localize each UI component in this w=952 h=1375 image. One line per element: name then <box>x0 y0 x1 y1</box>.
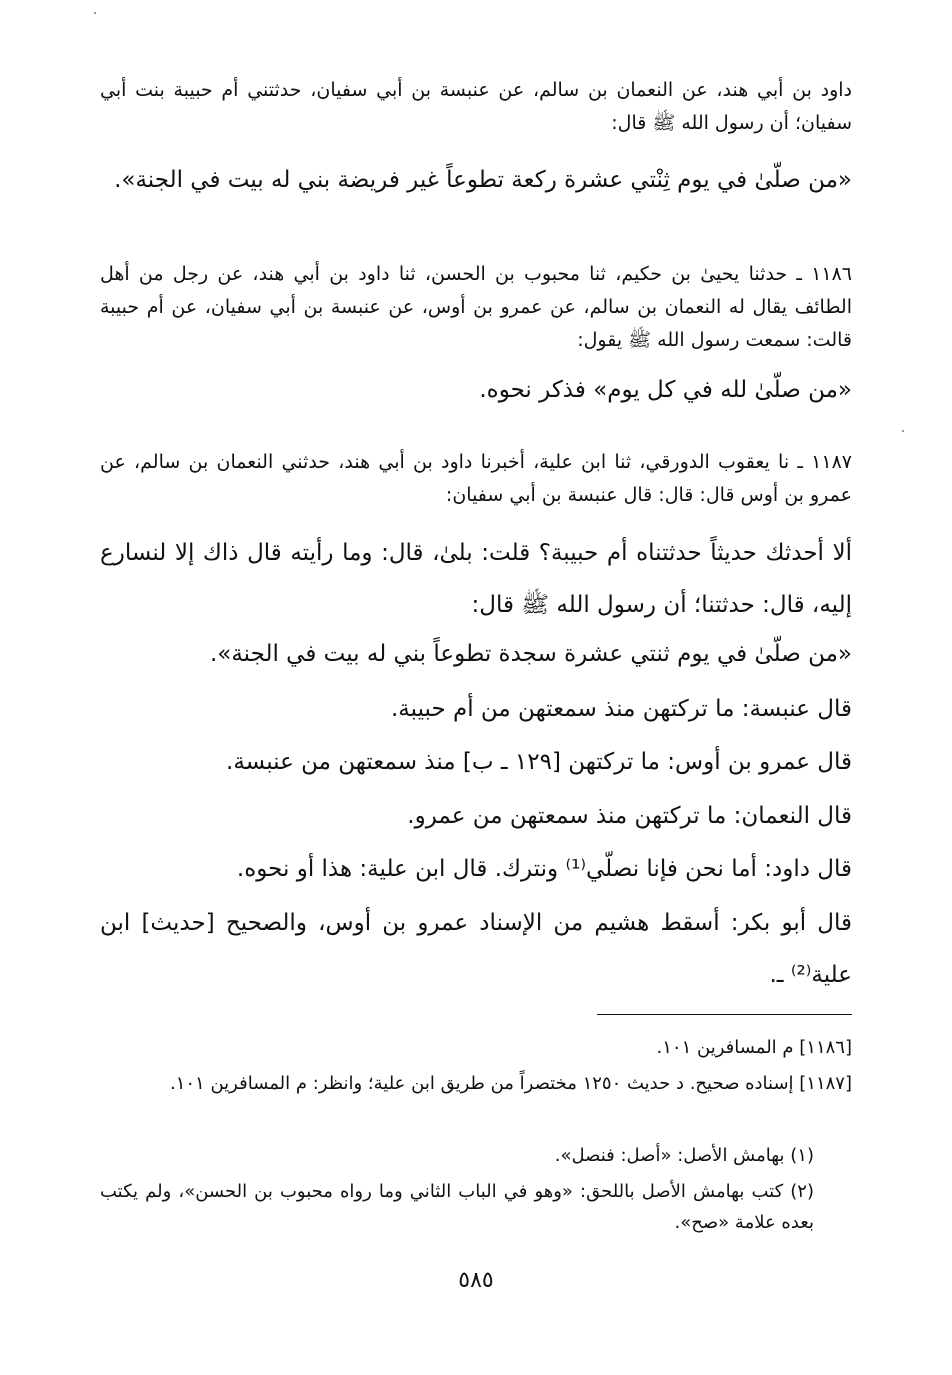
footnote-1186: [١١٨٦] م المسافرين ١٠١. <box>656 1037 852 1058</box>
scan-speck <box>902 430 904 432</box>
page-number: ٥٨٥ <box>458 1268 494 1293</box>
hadith-1187-narration: ألا أحدثك حديثاً حدثتناه أم حبيبة؟ قلت: بلىٰ، قال: وما رأيته قال ذاك إلا لنسارع إليه، قال: حدثتنا؛ أن رسول الله ﷺ قال: <box>100 540 852 618</box>
hadith-1187-isnad: ١١٨٧ ـ نا يعقوب الدورقي، ثنا ابن علية، أخبرنا داود بن أبي هند، حدثني النعمان بن سالم، عن عمرو بن أوس قال: قال: قال عنبسة بن أبي سفيان: <box>100 451 852 506</box>
paragraph-isnad-intro: داود بن أبي هند، عن النعمان بن سالم، عن عنبسة بن أبي سفيان، حدثتني أم حبيبة بنت أبي سفيان؛ أن رسول الله ﷺ قال: <box>100 79 852 134</box>
statement-dawud: قال داود: أما نحن فإنا نصلّي⁽¹⁾ ونترك. قال ابن علية: هذا أو نحوه. <box>236 856 852 882</box>
statement-abu-bakr: قال أبو بكر: أسقط هشيم من الإسناد عمرو بن أوس، والصحيح [حديث] ابن علية⁽²⁾ ـ. <box>100 910 852 988</box>
footnote-1187: [١١٨٧] إسناده صحيح. د حديث ١٢٥٠ مختصراً من طريق ابن علية؛ وانظر: م المسافرين ١٠١. <box>169 1073 852 1094</box>
statement-amr: قال عمرو بن أوس: ما تركتهن [١٢٩ ـ ب] منذ سمعتهن من عنبسة. <box>226 749 852 775</box>
footnote-separator <box>597 1014 852 1015</box>
hadith-1187-text: «من صلّىٰ في يوم ثنتي عشرة سجدة تطوعاً بني له بيت في الجنة». <box>209 641 852 667</box>
statement-numan: قال النعمان: ما تركتهن منذ سمعتهن من عمرو. <box>407 803 852 829</box>
hadith-1186-text: «من صلّىٰ لله في كل يوم» فذكر نحوه. <box>479 377 852 403</box>
statement-anbasa: قال عنبسة: ما تركتهن منذ سمعتهن من أم حبيبة. <box>390 696 852 722</box>
scan-speck <box>94 12 96 14</box>
footnote-1: (١) بهامش الأصل: «أصل: فنصل». <box>554 1145 814 1166</box>
footnote-2: (٢) كتب بهامش الأصل باللحق: «وهو في الباب الثاني وما رواه محبوب بن الحسن»، ولم يكتب بعده علامة «صح». <box>100 1181 814 1233</box>
hadith-1186-isnad: ١١٨٦ ـ حدثنا يحيىٰ بن حكيم، ثنا محبوب بن الحسن، ثنا داود بن أبي هند، عن رجل من أهل الطائف يقال له النعمان بن سالم، عن عمرو بن أوس، عن عنبسة بن أبي سفيان، عن أم حبيبة قالت: سمعت رسول الله ﷺ يقول: <box>100 263 852 351</box>
hadith-text-1: «من صلّىٰ في يوم ثِنْتي عشرة ركعة تطوعاً غير فريضة بني له بيت في الجنة». <box>114 167 852 193</box>
